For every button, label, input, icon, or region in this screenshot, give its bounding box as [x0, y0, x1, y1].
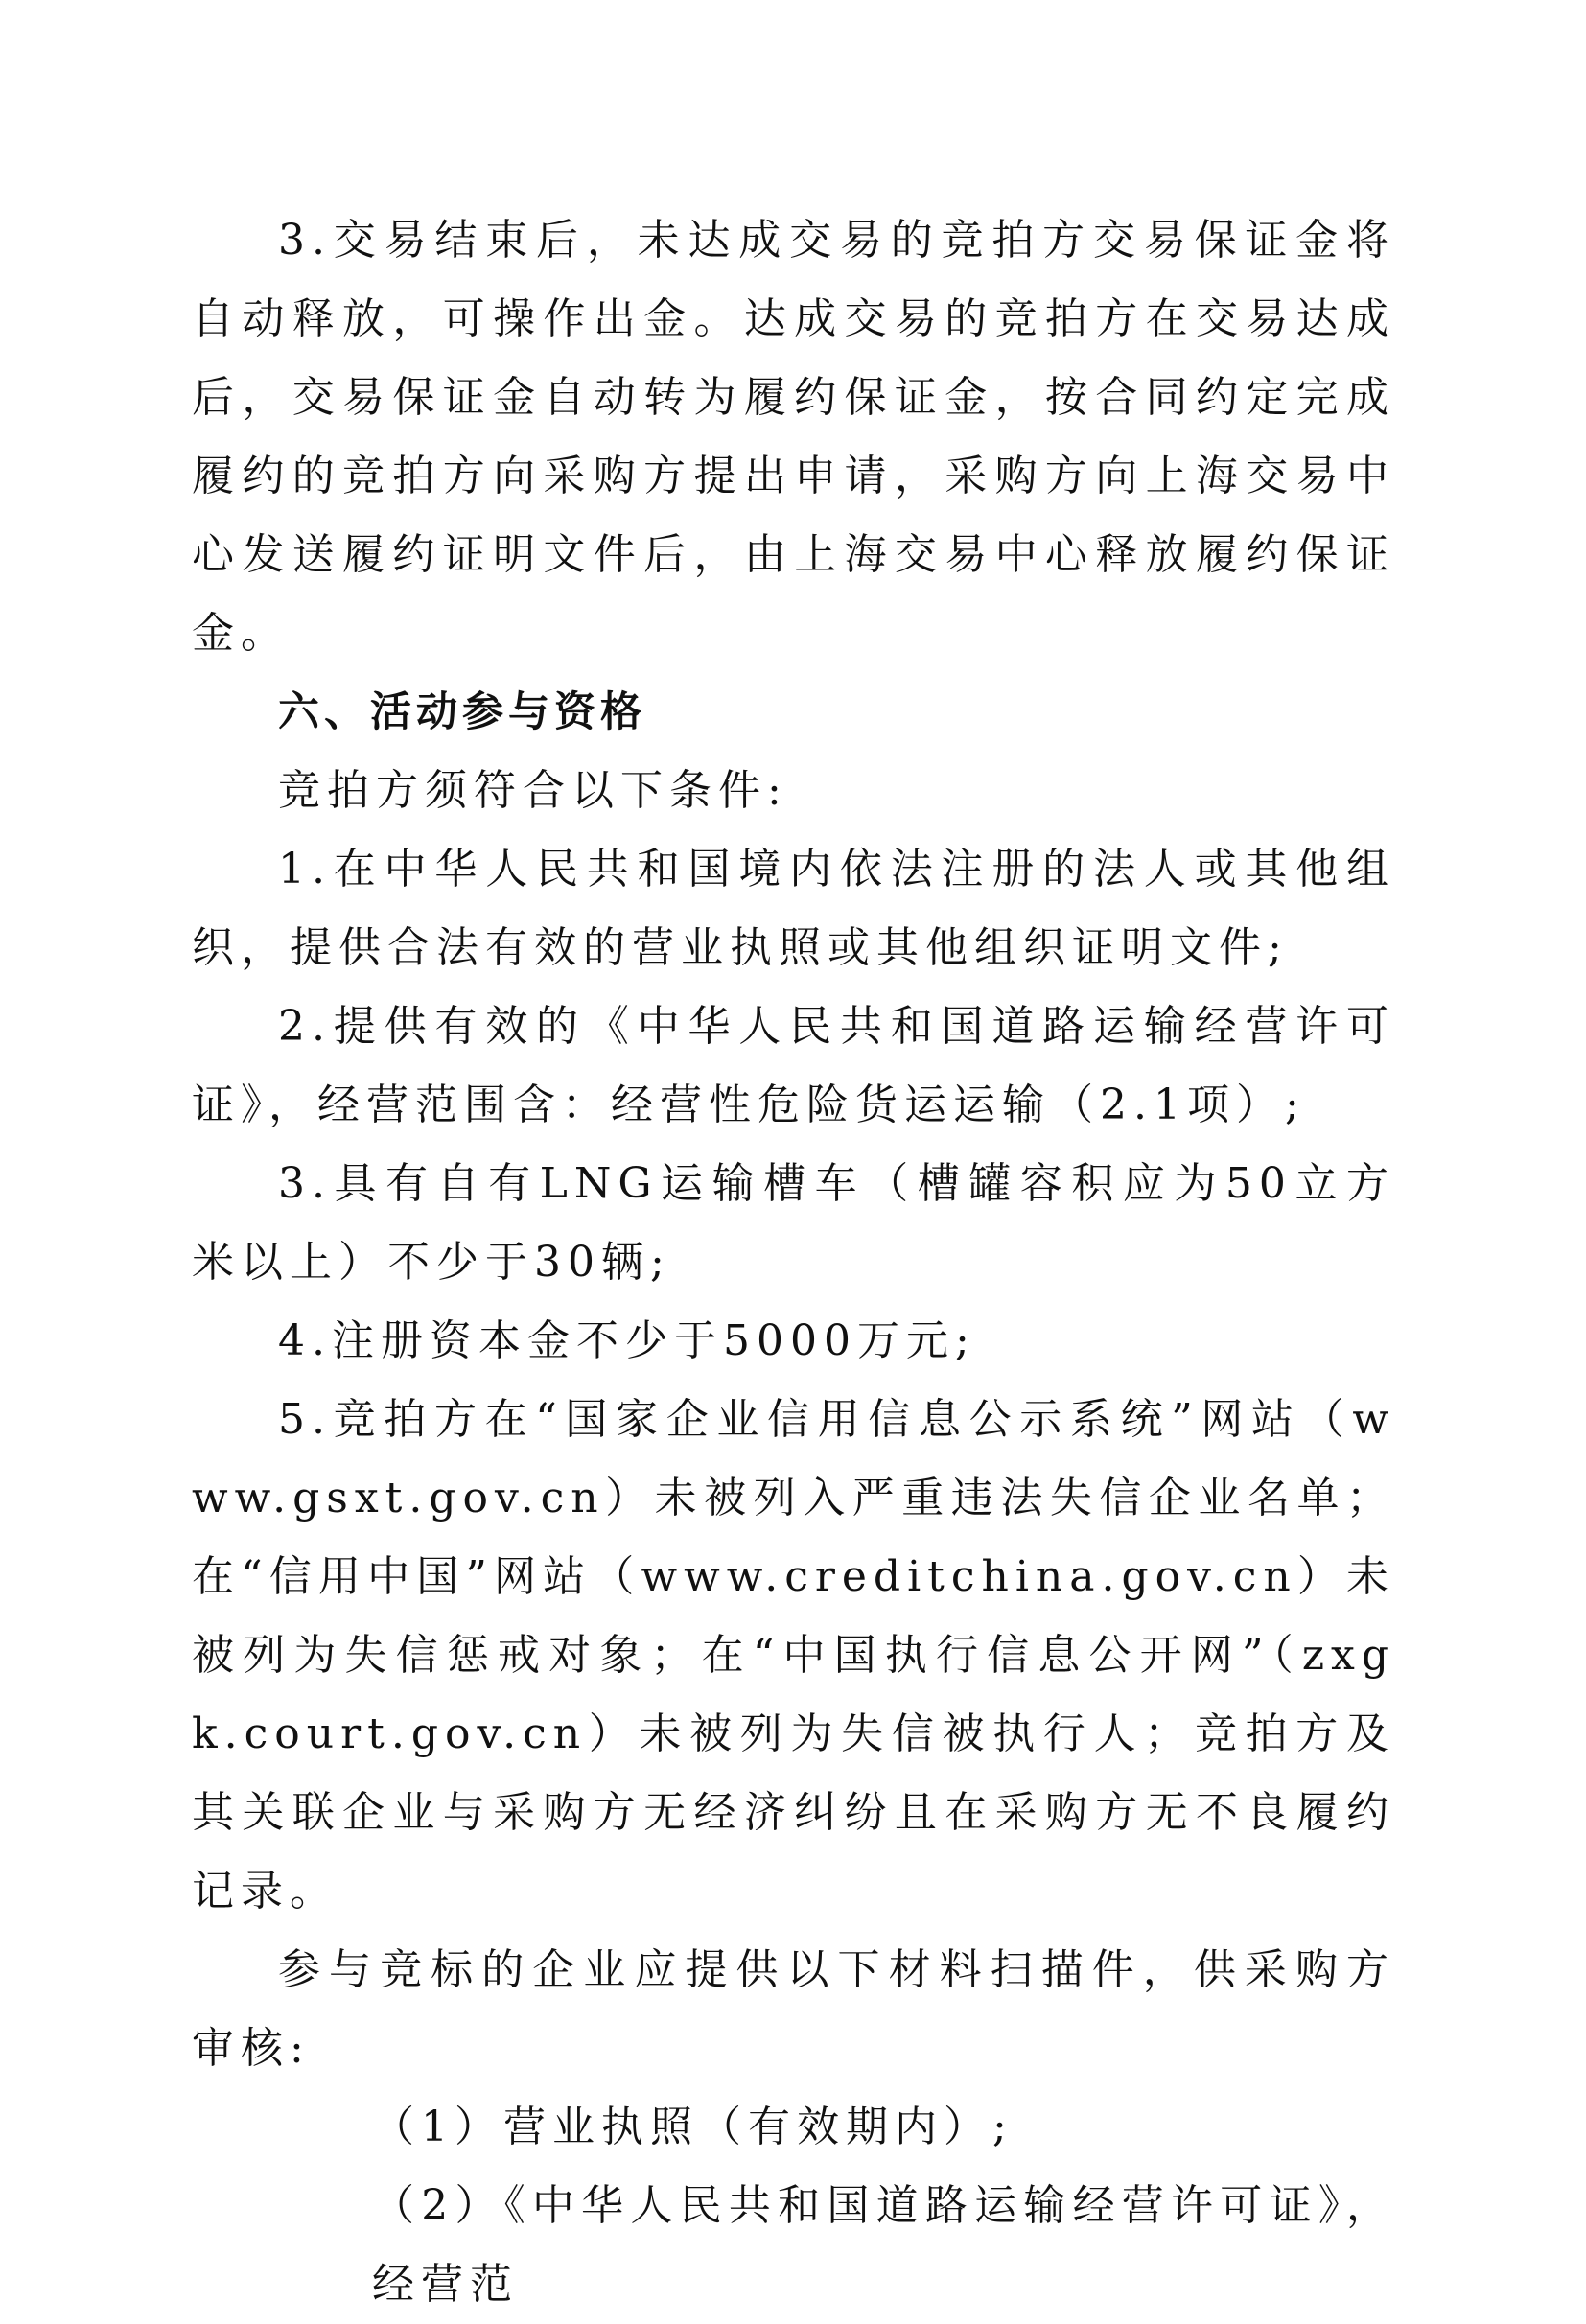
- paragraph-condition-intro: 竞拍方须符合以下条件:: [278, 766, 788, 815]
- material-item-1: （1）营业执照（有效期内）;: [372, 2103, 1014, 2151]
- condition-item-3: 3.具有自有LNG运输槽车（槽罐容积应为50立方米以上）不少于30辆;: [192, 1159, 1395, 1287]
- condition-item-1: 1.在中华人民共和国境内依法注册的法人或其他组织，提供合法有效的营业执照或其他组织证明文件;: [192, 845, 1395, 972]
- material-item-2: （2）《中华人民共和国道路运输经营许可证》，经营范: [372, 2181, 1395, 2309]
- condition-item-2: 2.提供有效的《中华人民共和国道路运输经营许可证》，经营范围含：经营性危险货运运输（2.1项）;: [192, 1002, 1395, 1129]
- condition-item-5: 5.竞拍方在“国家企业信用信息公示系统”网站（www.gsxt.gov.cn）未被列入严重违法失信企业名单；在“信用中国”网站（www.creditchina.gov.cn）未被列为失信惩戒对象；在“中国执行信息公开网”（zxgk.court.gov.cn）未被列为失信被执行人；竞拍方及其关联企业与采购方无经济纠纷且在采购方无不良履约记录。: [192, 1395, 1395, 1916]
- document-body: [192, 201, 1395, 2324]
- paragraph-materials-intro: 参与竞标的企业应提供以下材料扫描件，供采购方审核:: [192, 1945, 1395, 2073]
- condition-item-4: 4.注册资本金不少于5000万元;: [278, 1316, 976, 1365]
- paragraph-settlement: 3.交易结束后，未达成交易的竞拍方交易保证金将自动释放，可操作出金。达成交易的竞拍方在交易达成后，交易保证金自动转为履约保证金，按合同约定完成履约的竞拍方向采购方提出申请，采购方向上海交易中心发送履约证明文件后，由上海交易中心释放履约保证金。: [192, 216, 1395, 658]
- section-heading-qualification: 六、活动参与资格: [278, 688, 646, 736]
